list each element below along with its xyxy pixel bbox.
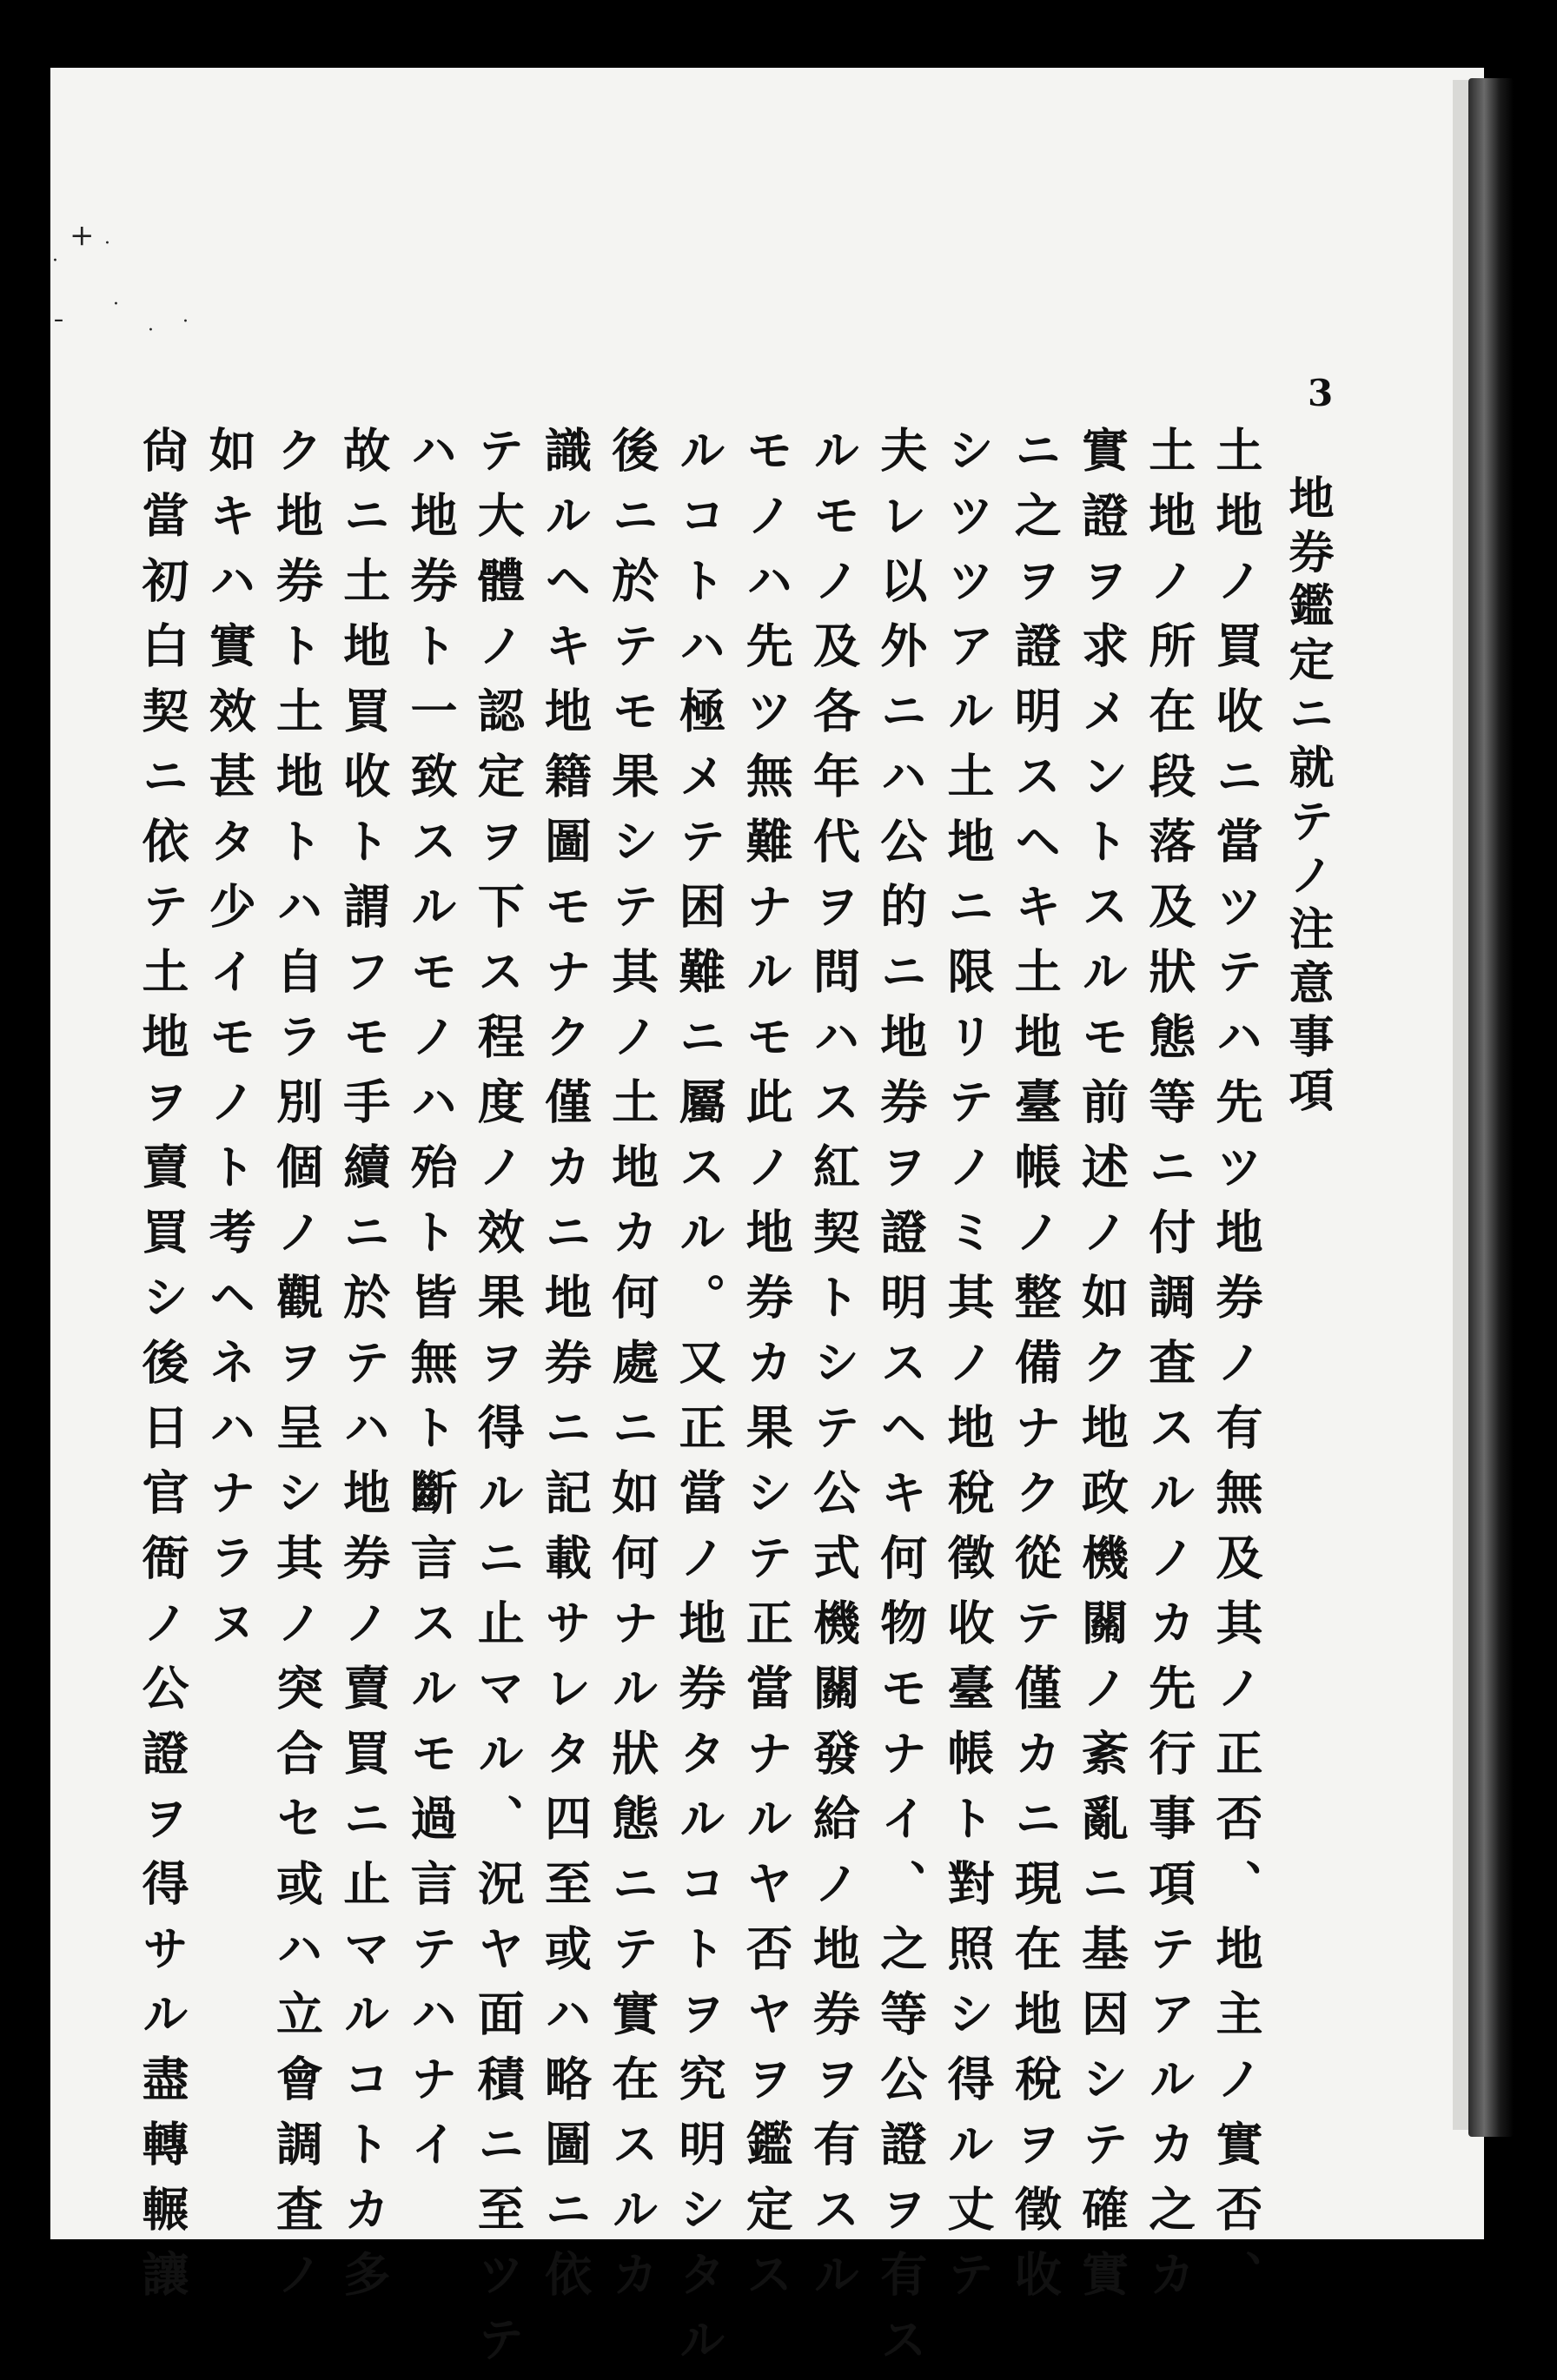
text-column: ルコトハ極メテ困難ニ屬スル。又正當ノ地券タルコトヲ究明シタル	[672, 426, 727, 2380]
vertical-text-block	[135, 426, 1334, 2380]
margin-marks	[52, 217, 226, 356]
text-column: テ大體ノ認定ヲ下ス程度ノ效果ヲ得ルニ止マル、況ヤ面積ニ至ツテ	[470, 426, 527, 2380]
text-column: モノハ先ツ無難ナルモ此ノ地券カ果シテ正當ナルヤ否ヤヲ鑑定ス	[739, 426, 795, 2315]
body-columns	[135, 426, 1264, 2380]
text-column: ルモノ及各年代ヲ問ハス紅契トシテ公式機關發給ノ地券ヲ有スル	[805, 426, 862, 2315]
margin-mark: +	[70, 218, 95, 253]
text-column: 識ルヘキ地籍圖モナク僅カニ地券ニ記載サレタ四至或ハ略圖ニ依	[537, 426, 593, 2315]
text-column: ニ之ヲ證明スヘキ土地臺帳ノ整備ナク從テ僅カニ現在地稅ヲ徵收	[1007, 426, 1063, 2315]
text-column: 土地ノ所在段落及狀態等ニ付調査スルノカ先行事項テアルカ之カ	[1141, 426, 1197, 2315]
text-column: ハ地券ト一致スルモノハ殆ト皆無ト斷言スルモ過言テハナイ	[403, 426, 459, 2185]
margin-mark: ·	[113, 294, 119, 315]
margin-mark: ·	[52, 250, 58, 272]
text-column: 後ニ於テモ果シテ其ノ土地カ何處ニ如何ナル狀態ニテ實在スルカ	[604, 426, 660, 2315]
margin-mark: ·	[182, 311, 189, 333]
margin-mark: ˉ	[52, 315, 65, 346]
page-fold-light	[1453, 80, 1468, 2130]
page-number: 3	[1308, 372, 1334, 414]
margin-mark: ·	[148, 320, 154, 341]
text-column: ク地券ト土地トハ自ラ別個ノ觀ヲ呈シ其ノ突合セ或ハ立會調査ノ	[268, 426, 325, 2315]
text-column: 尙當初白契ニ依テ土地ヲ賣買シ後日官衙ノ公證ヲ得サル盡轉輾讓	[135, 426, 190, 2315]
section-heading: 地券鑑定ニ就テノ注意事項	[1281, 474, 1334, 1121]
text-column: 實證ヲ求メントスルモ前述ノ如ク地政機關ノ紊亂ニ基因シテ確實	[1074, 426, 1130, 2315]
text-column: 故ニ土地買收ト謂フモ手續ニ於テハ地券ノ賣買ニ止マルコトカ多	[335, 426, 392, 2315]
page-binding-edge	[1468, 78, 1514, 2137]
text-column: 夫レ以外ニハ公的ニ地券ヲ證明スヘキ何物モナイ、之等公證ヲ有ス	[872, 426, 929, 2380]
text-column: 土地ノ買收ニ當ツテハ先ツ地券ノ有無及其ノ正否、地主ノ實否、	[1209, 426, 1264, 2315]
margin-mark: ·	[104, 233, 110, 255]
text-column: シツツアル土地ニ限リテノミ其ノ地稅徵收臺帳ト對照シ得ル丈テ	[940, 426, 996, 2315]
text-column: 如キハ實效甚タ少イモノト考ヘネハナラヌ	[202, 426, 258, 1663]
